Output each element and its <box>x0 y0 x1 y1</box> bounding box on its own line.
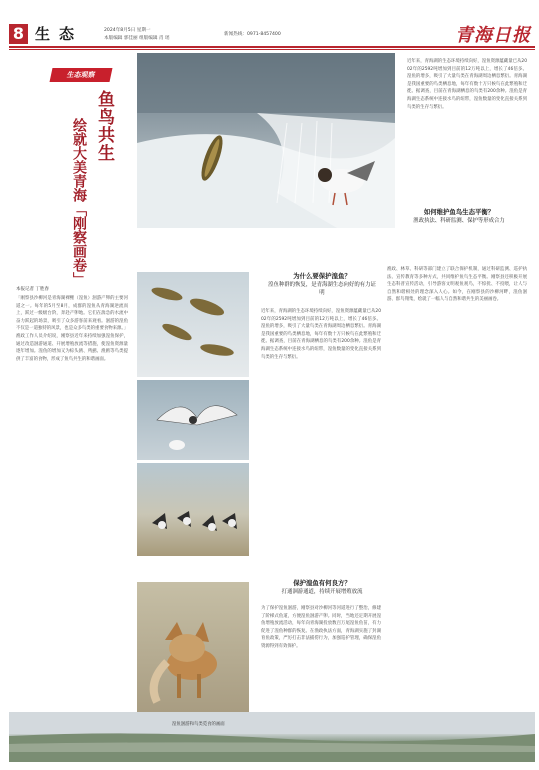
header-rule-thin <box>9 49 535 50</box>
photo-caption: 湟鱼洄游和鸟类觅食的画面 <box>172 722 225 727</box>
body-column-3: 为了保护湟鱼洄游，刚察县对沙柳河等河道进行了整治，修建了阶梯式鱼道，方便湟鱼洄游产卵。同时，当地还定期开展湟鱼增殖放流活动，每年向青海湖投放数百万尾湟鱼鱼苗，有力促进了湟鱼种群的恢复。在渔政执法方面，青海湖实施了封湖育鱼政策，严厉打击非法捕捞行为，加强巡护管理，确保湟鱼资源得到有效保护。 <box>261 606 381 649</box>
body-column-1: 「刚察县沙柳河是青海湖裸鲤（湟鱼）洄游产卵的主要河道之一。每年的5月至8月，成群的湟鱼从青海湖逆流而上，跃过一级级台阶，奔赴产卵地。它们在湍急的水流中奋力跃起的场景，吸引了众多游客前来观看。洄游的湟鱼不仅是一道独特的风景，也是众多鸟类的重要食物来源。」渔政工作人员介绍说，刚察县近年来持续加强湟鱼保护，通过改造洄游通道、开展增殖放流等措施，使湟鱼资源量逐年增加。湟鱼的增加又为棕头鸥、鸬鹚、渔鸥等鸟类提供了丰富的食物，形成了鱼鸟共生的和谐画面。 <box>16 296 128 362</box>
article-subtitle: 绘就大美青海「刚察画卷」 <box>71 118 87 286</box>
section-name: 生态 <box>35 25 84 43</box>
photo-birds-flying <box>137 380 249 460</box>
phone-line: 新闻热线：0971-8457400 <box>224 32 281 37</box>
hero-photo <box>137 53 395 228</box>
subhead-2 <box>267 579 377 596</box>
article-title: 鱼鸟共生 <box>94 90 114 162</box>
subhead-1 <box>267 272 377 297</box>
page-number: 8 <box>9 24 28 44</box>
masthead-logo: 青海日报 <box>455 25 531 46</box>
photo-fox <box>137 582 249 719</box>
photo-fish <box>137 272 249 377</box>
subhead-2-answer: 打通洄游通道，持续开展增殖放流 <box>281 589 363 595</box>
header-rule <box>9 46 535 48</box>
subhead-3-answer: 渔政执法、科研监测、保护等形成合力 <box>413 218 505 224</box>
subhead-1-answer: 湟鱼种群的恢复，是青海湖生态向好的有力证明 <box>268 282 376 296</box>
newspaper-page <box>9 22 535 762</box>
page-header <box>9 22 535 46</box>
body-column-2: 近年来，青海湖的生态环境持续向好，湟鱼资源蕴藏量已从2002年的2592吨增加到目前的12万吨以上，增长了46倍多。湟鱼的增多，吸引了大量鸟类在青海湖周边栖息繁衍。青海湖是我国重要的鸟类栖息地，每年有数十万只候鸟在此繁殖和迁徙。据调查，目前在青海湖栖息的鸟类有200余种。湟鱼是青海湖生态系统中连接水鸟的纽带，湟鱼数量的变化直接关系到鸟类的生存与繁衍。 <box>261 309 381 360</box>
editors-line: 本版编辑 郭佳丽 组版编辑 肖 瑶 <box>104 36 170 41</box>
date-line: 2024年8月5日 星期一 <box>104 28 151 33</box>
panorama-photo <box>9 712 535 762</box>
subhead-3 <box>409 208 509 225</box>
body-column-4: 渔政、林草、科研等部门建立了联合保护机制，通过科研监测、巡护执法、宣传教育等多种方式，共同维护鱼鸟生态平衡。刚察县还积极开展生态科普宣传活动，引导游客文明观鱼观鸟，不惊扰、不投喂，让人与自然和谐相处的理念深入人心。如今，在刚察县的沙柳河畔，湟鱼洄游、群鸟翔集，绘就了一幅人与自然和谐共生的美丽画卷。 <box>387 267 527 303</box>
byline: 本报记者 丁胜春 <box>16 287 49 292</box>
subhead-3-question: 如何维护鱼鸟生态平衡？ <box>423 208 495 216</box>
subhead-1-question: 为什么要保护湟鱼？ <box>293 272 351 280</box>
body-column-top-right: 近年来，青海湖的生态环境持续向好，湟鱼资源蕴藏量已从2002年的2592吨增加到目前的12万吨以上，增长了46倍多。湟鱼的增多，吸引了大量鸟类在青海湖周边栖息繁衍。青海湖是我国重要的鸟类栖息地，每年有数十万只候鸟在此繁殖和迁徙。据调查，目前在青海湖栖息的鸟类有200余种。湟鱼是青海湖生态系统中连接水鸟的纽带，湟鱼数量的变化直接关系到鸟类的生存与繁衍。 <box>407 59 527 110</box>
column-tag: 生态观察 <box>50 68 113 82</box>
subhead-2-question: 保护湟鱼有何良方？ <box>293 579 351 587</box>
photo-birds-grassland <box>137 463 249 556</box>
